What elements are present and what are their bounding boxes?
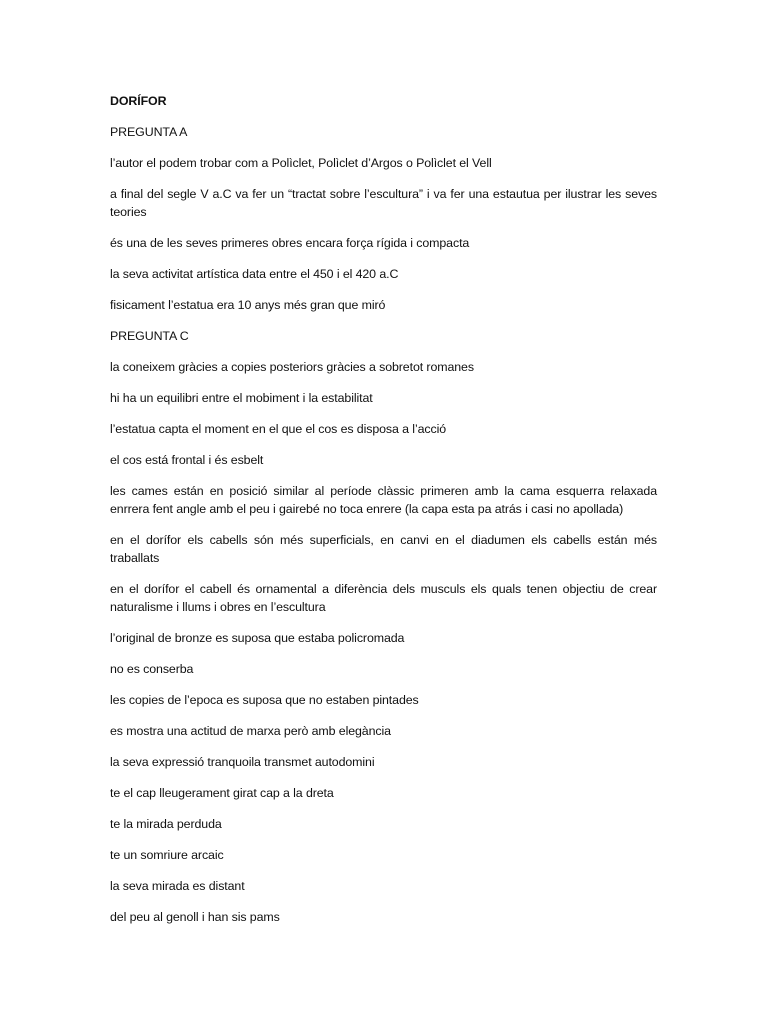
paragraph: del peu al genoll i han sis pams — [110, 910, 280, 924]
paragraph: no es conserba — [110, 662, 194, 676]
paragraph: hi ha un equilibri entre el mobiment i la estabilitat — [110, 391, 373, 405]
paragraph: te el cap lleugerament girat cap a la dreta — [110, 786, 334, 800]
section-heading-a: PREGUNTA A — [110, 125, 188, 139]
document-page — [110, 92, 657, 939]
paragraph: la seva mirada es distant — [110, 879, 245, 893]
paragraph: en el dorífor els cabells són més superficials, en canvi en el diadumen els cabells están més traballats — [110, 533, 657, 565]
section-heading-c: PREGUNTA C — [110, 329, 189, 343]
paragraph: l’estatua capta el moment en el que el cos es disposa a l’acció — [110, 422, 447, 436]
paragraph: el cos está frontal i és esbelt — [110, 453, 264, 467]
paragraph: les copies de l’epoca es suposa que no estaben pintades — [110, 693, 419, 707]
paragraph: es mostra una actitud de marxa però amb elegància — [110, 724, 391, 738]
paragraph: l’autor el podem trobar com a Polìclet, Polìclet d’Argos o Polìclet el Vell — [110, 156, 492, 170]
paragraph: les cames están en posició similar al període clàssic primeren amb la cama esquerra relaxada enrrera fent angle amb el peu i gairebé no toca enrere (la capa esta pa atrás i casi no apollada) — [110, 484, 657, 516]
paragraph: la seva expressió tranquoila transmet autodomini — [110, 755, 375, 769]
paragraph: l’original de bronze es suposa que estaba policromada — [110, 631, 405, 645]
document-title: DORÍFOR — [110, 94, 167, 108]
paragraph: la seva activitat artística data entre el 450 i el 420 a.C — [110, 267, 399, 281]
paragraph: a final del segle V a.C va fer un “tractat sobre l’escultura” i va fer una estautua per ilustrar les seves teories — [110, 187, 657, 219]
paragraph: la coneixem gràcies a copies posteriors gràcies a sobretot romanes — [110, 360, 474, 374]
paragraph: te un somriure arcaic — [110, 848, 224, 862]
paragraph: és una de les seves primeres obres encara força rígida i compacta — [110, 236, 470, 250]
paragraph: en el dorífor el cabell és ornamental a diferència dels musculs els quals tenen objectiu de crear naturalisme i llums i obres en l’escultura — [110, 582, 657, 614]
paragraph: te la mirada perduda — [110, 817, 222, 831]
paragraph: fisicament l’estatua era 10 anys més gran que miró — [110, 298, 386, 312]
